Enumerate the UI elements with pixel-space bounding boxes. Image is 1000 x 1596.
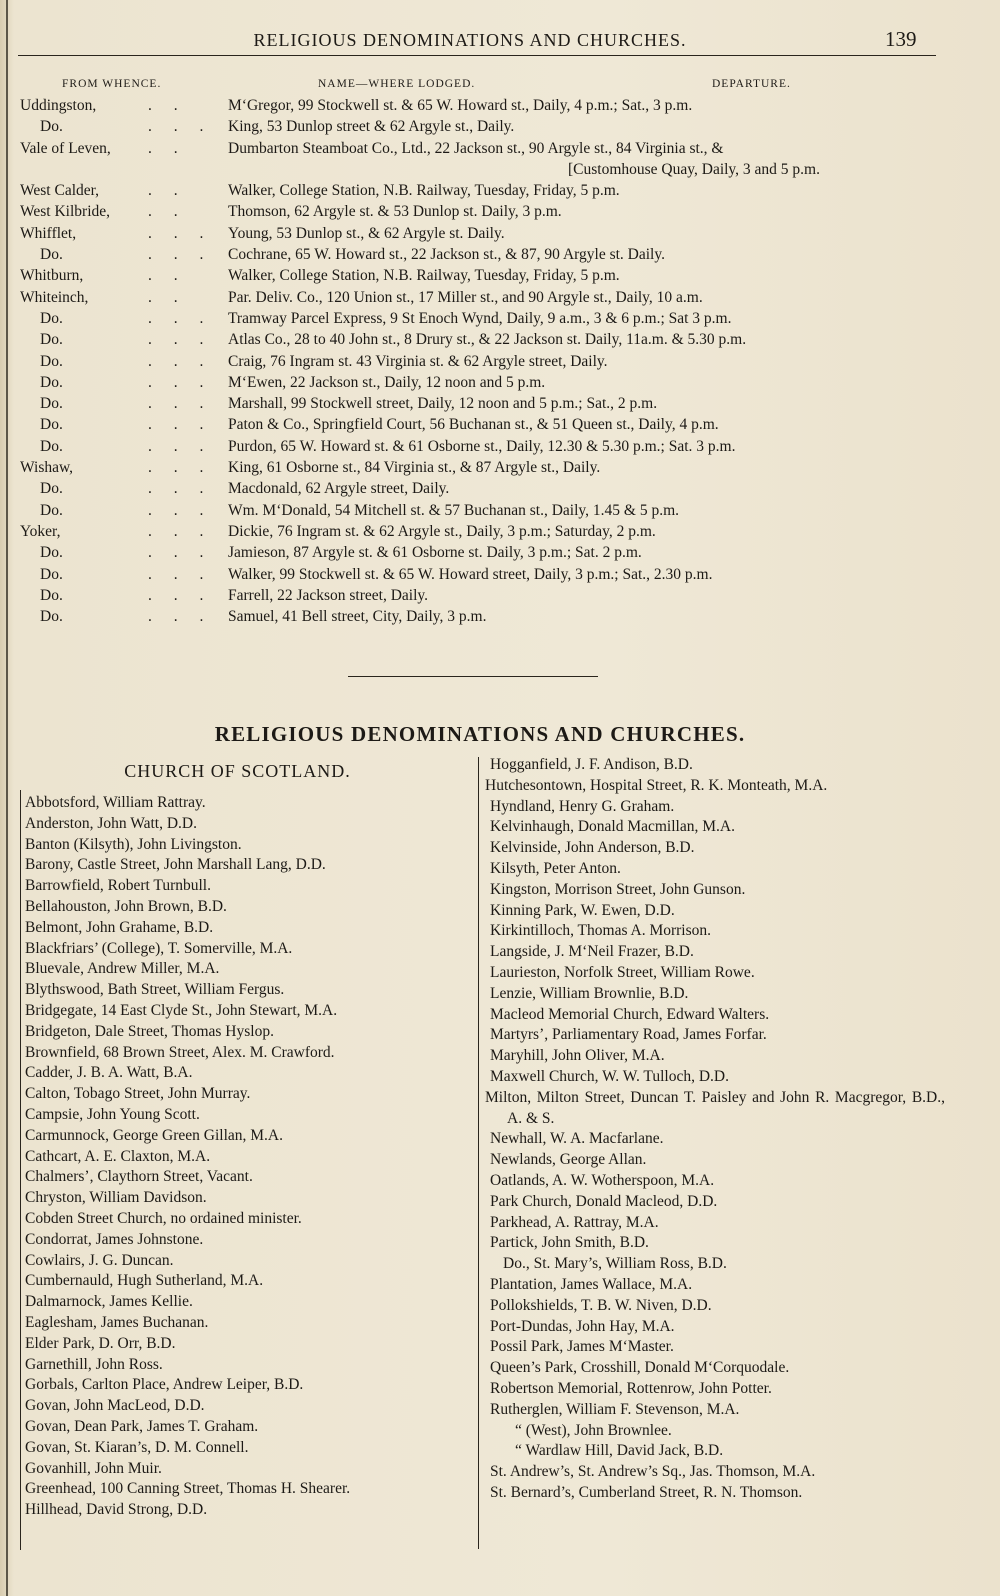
church-entry: Chalmers’, Claythorn Street, Vacant. [25,1168,253,1186]
church-entry: Barrowfield, Robert Turnbull. [25,877,211,895]
church-entry: Cobden Street Church, no ordained minister. [25,1209,302,1227]
church-entry: Hogganfield, J. F. Andison, B.D. [490,756,693,773]
row-details: Tramway Parcel Express, 9 St Enoch Wynd, Daily, 9 a.m., 3 & 6 p.m.; Sat 3 p.m. [228,309,732,327]
table-row [0,329,1000,350]
column-divider [478,757,479,1549]
table-row [0,159,1000,180]
church-entry: Blythswood, Bath Street, William Fergus. [25,981,285,999]
church-entry: Cumbernauld, Hugh Sutherland, M.A. [25,1272,264,1290]
table-row [0,521,1000,542]
church-entry: Milton, Milton Street, Duncan T. Paisley and John R. Macgregor, B.D., A. & S. [485,1088,945,1127]
church-entry: Possil Park, James M‘Master. [490,1338,674,1356]
table-row [0,478,1000,499]
church-entry: Barony, Castle Street, John Marshall Lang, D.D. [25,856,326,874]
row-leader-dots: . . [148,288,187,306]
table-row [0,180,1000,201]
church-entry: Govan, Dean Park, James T. Graham. [25,1417,259,1435]
row-details: Atlas Co., 28 to 40 John st., 8 Drury st., & 22 Jackson st. Daily, 11a.m. & 5.30 p.m. [228,331,747,349]
table-row [0,351,1000,372]
row-details: M‘Gregor, 99 Stockwell st. & 65 W. Howard st., Daily, 4 p.m.; Sat., 3 p.m. [228,97,693,114]
table-row [0,265,1000,286]
church-entry: Plantation, James Wallace, M.A. [490,1275,693,1293]
church-entry: Campsie, John Young Scott. [25,1105,200,1123]
row-details: Dumbarton Steamboat Co., Ltd., 22 Jackson st., 90 Argyle st., 84 Virginia st., & [228,139,724,157]
row-leader-dots: . . . [148,331,213,349]
row-details: Craig, 76 Ingram st. 43 Virginia st. & 62 Argyle street, Daily. [228,352,608,370]
row-leader-dots: . . . [148,246,213,264]
row-place: West Kilbride, [20,203,111,221]
church-entry: Kelvinside, John Anderson, B.D. [490,839,695,857]
church-entry: Gorbals, Carlton Place, Andrew Leiper, B.D. [25,1376,304,1394]
row-details: Thomson, 62 Argyle st. & 53 Dunlop st. Daily, 3 p.m. [228,203,562,221]
section-divider [348,676,598,677]
church-entry: Blackfriars’ (College), T. Somerville, M.A. [25,939,293,957]
row-place: Do. [40,373,63,391]
row-details: Walker, College Station, N.B. Railway, Tuesday, Friday, 5 p.m. [228,267,620,285]
row-place: Uddingston, [20,97,97,114]
row-place: Do. [40,501,63,519]
row-details: [Customhouse Quay, Daily, 3 and 5 p.m. [568,160,820,178]
row-place: Do. [40,565,63,583]
church-entry: Pollokshields, T. B. W. Niven, D.D. [490,1296,712,1314]
church-entry: Brownfield, 68 Brown Street, Alex. M. Crawford. [25,1043,335,1061]
row-place: Do. [40,586,63,604]
row-details: Par. Deliv. Co., 120 Union st., 17 Miller st., and 90 Argyle st., Daily, 10 a.m. [228,288,703,306]
table-row [0,585,1000,606]
table-row [0,436,1000,457]
row-leader-dots: . . . [148,608,213,626]
row-details: King, 61 Osborne st., 84 Virginia st., & 87 Argyle st., Daily. [228,459,601,477]
table-row [0,457,1000,478]
row-leader-dots: . . . [148,395,213,413]
church-entry: Laurieston, Norfolk Street, William Rowe. [490,963,755,981]
church-entry: Lenzie, William Brownlie, B.D. [490,984,689,1002]
church-entry: Garnethill, John Ross. [25,1355,163,1373]
row-details: Marshall, 99 Stockwell street, Daily, 12 noon and 5 p.m.; Sat., 2 p.m. [228,395,658,413]
church-entry: “ Wardlaw Hill, David Jack, B.D. [515,1442,724,1460]
table-row [0,542,1000,563]
left-church-list [20,793,470,1521]
row-place: Do. [40,480,63,498]
row-leader-dots: . . . [148,586,213,604]
table-row [0,138,1000,159]
table-row [0,116,1000,137]
church-entry: Calton, Tobago Street, John Murray. [25,1085,251,1103]
row-place: Do. [40,246,63,264]
church-entry: Martyrs’, Parliamentary Road, James Forfar. [490,1026,767,1044]
from-whence-header: FROM WHENCE. [62,78,162,90]
church-entry: Queen’s Park, Crosshill, Donald M‘Corquodale. [490,1359,790,1377]
table-row [0,564,1000,585]
church-entry: Newhall, W. A. Macfarlane. [490,1130,664,1148]
row-leader-dots: . . . [148,416,213,434]
table-row [0,223,1000,244]
table-row [0,414,1000,435]
church-entry: Hutchesontown, Hospital Street, R. K. Monteath, M.A. [485,776,828,794]
church-entry: Rutherglen, William F. Stevenson, M.A. [490,1400,740,1418]
row-place: Do. [40,416,63,434]
church-entry: Do., St. Mary’s, William Ross, B.D. [503,1255,727,1273]
church-entry: Elder Park, D. Orr, B.D. [25,1334,176,1352]
church-entry: Kilsyth, Peter Anton. [490,859,621,877]
row-details: Paton & Co., Springfield Court, 56 Buchanan st., & 51 Queen st., Daily, 4 p.m. [228,416,719,434]
row-leader-dots: . . . [148,437,213,455]
row-place: Yoker, [20,522,61,540]
church-entry: Bluevale, Andrew Miller, M.A. [25,960,220,978]
row-leader-dots: . . [148,97,187,114]
row-details: Wm. M‘Donald, 54 Mitchell st. & 57 Buchanan st., Daily, 1.45 & 5 p.m. [228,501,680,519]
church-entry: “ (West), John Brownlee. [515,1421,672,1439]
departure-header: DEPARTURE. [712,78,791,90]
right-church-list [485,755,945,1504]
church-entry: St. Andrew’s, St. Andrew’s Sq., Jas. Thomson, M.A. [490,1463,816,1481]
table-row [0,287,1000,308]
church-entry: Oatlands, A. W. Wotherspoon, M.A. [490,1171,715,1189]
row-place: Do. [40,118,63,136]
row-leader-dots: . . . [148,565,213,583]
church-entry: Govanhill, John Muir. [25,1459,162,1477]
church-of-scotland-heading: CHURCH OF SCOTLAND. [124,761,351,781]
church-entry: Dalmarnock, James Kellie. [25,1293,193,1311]
church-entry: Banton (Kilsyth), John Livingston. [25,835,242,853]
church-entry: Bridgegate, 14 East Clyde St., John Stewart, M.A. [25,1001,338,1019]
row-leader-dots: . . . [148,501,213,519]
church-entry: Kinning Park, W. Ewen, D.D. [490,901,675,919]
row-leader-dots: . . . [148,459,213,477]
church-entry: Newlands, George Allan. [490,1151,647,1169]
row-leader-dots: . . . [148,544,213,562]
church-entry: Kingston, Morrison Street, John Gunson. [490,880,746,898]
row-details: Farrell, 22 Jackson street, Daily. [228,586,429,604]
left-column [20,755,470,1521]
row-details: Purdon, 65 W. Howard st. & 61 Osborne st., Daily, 12.30 & 5.30 p.m.; Sat. 3 p.m. [228,437,736,455]
carrier-table [0,95,1000,627]
row-place: Do. [40,544,63,562]
row-details: Cochrane, 65 W. Howard st., 22 Jackson st., & 87, 90 Argyle st. Daily. [228,246,665,264]
row-leader-dots: . . . [148,522,213,540]
row-leader-dots: . . . [148,309,213,327]
table-row [0,393,1000,414]
table-row [0,308,1000,329]
table-row [0,606,1000,627]
section-title: RELIGIOUS DENOMINATIONS AND CHURCHES. [214,722,746,746]
row-place: West Calder, [20,182,100,200]
row-leader-dots: . . [148,139,187,157]
church-entry: Kelvinhaugh, Donald Macmillan, M.A. [490,818,735,836]
church-entry: Maryhill, John Oliver, M.A. [490,1047,665,1065]
church-entry: Langside, J. M‘Neil Frazer, B.D. [490,943,694,961]
row-details: Walker, College Station, N.B. Railway, Tuesday, Friday, 5 p.m. [228,182,620,200]
running-title: RELIGIOUS DENOMINATIONS AND CHURCHES. [253,30,687,50]
church-entry: Bellahouston, John Brown, B.D. [25,897,227,915]
church-entry: Cathcart, A. E. Claxton, M.A. [25,1147,211,1165]
table-row [0,372,1000,393]
church-entry: Abbotsford, William Rattray. [25,794,206,811]
church-entry: Macleod Memorial Church, Edward Walters. [490,1005,770,1023]
row-details: Samuel, 41 Bell street, City, Daily, 3 p.m. [228,608,487,626]
church-entry: Robertson Memorial, Rottenrow, John Potter. [490,1379,772,1397]
row-leader-dots: . . [148,267,187,285]
row-leader-dots: . . [148,182,187,200]
table-row [0,201,1000,222]
row-place: Do. [40,352,63,370]
table-row [0,244,1000,265]
row-leader-dots: . . [148,203,187,221]
church-entry: Maxwell Church, W. W. Tulloch, D.D. [490,1067,729,1085]
row-leader-dots: . . . [148,373,213,391]
header-rule [18,55,936,56]
church-entry: Hyndland, Henry G. Graham. [490,797,675,815]
church-entry: St. Bernard’s, Cumberland Street, R. N. Thomson. [490,1483,803,1501]
row-details: Dickie, 76 Ingram st. & 62 Argyle st., Daily, 3 p.m.; Saturday, 2 p.m. [228,522,656,540]
church-entry: Bridgeton, Dale Street, Thomas Hyslop. [25,1022,274,1040]
church-entry: Parkhead, A. Rattray, M.A. [490,1213,659,1231]
church-entry: Port-Dundas, John Hay, M.A. [490,1317,675,1335]
row-place: Vale of Leven, [20,139,111,157]
row-place: Do. [40,395,63,413]
church-entry: Anderston, John Watt, D.D. [25,814,197,832]
church-entry: Cowlairs, J. G. Duncan. [25,1251,174,1269]
row-place: Whitburn, [20,267,84,285]
row-leader-dots: . . . [148,480,213,498]
church-entry: Carmunnock, George Green Gillan, M.A. [25,1126,283,1144]
row-leader-dots: . . . [148,118,213,136]
church-entry: Eaglesham, James Buchanan. [25,1313,209,1331]
table-row [0,95,1000,116]
row-details: M‘Ewen, 22 Jackson st., Daily, 12 noon and 5 p.m. [228,373,546,391]
right-column [485,755,945,1504]
table-row [0,500,1000,521]
church-entry: Belmont, John Grahame, B.D. [25,918,214,936]
church-entry: Chryston, William Davidson. [25,1189,207,1207]
row-leader-dots: . . . [148,352,213,370]
church-entry: Kirkintilloch, Thomas A. Morrison. [490,922,712,940]
row-place: Do. [40,608,63,626]
name-header: NAME—WHERE LODGED. [318,78,476,90]
church-entry: Park Church, Donald Macleod, D.D. [490,1192,718,1210]
church-entry: Govan, St. Kiaran’s, D. M. Connell. [25,1438,249,1456]
page-number: 139 [885,27,917,51]
row-details: Walker, 99 Stockwell st. & 65 W. Howard street, Daily, 3 p.m.; Sat., 2.30 p.m. [228,565,713,583]
church-entry: Cadder, J. B. A. Watt, B.A. [25,1064,193,1082]
row-details: Jamieson, 87 Argyle st. & 61 Osborne st. Daily, 3 p.m.; Sat. 2 p.m. [228,544,642,562]
row-place: Wishaw, [20,459,74,477]
row-place: Do. [40,309,63,327]
church-entry: Greenhead, 100 Canning Street, Thomas H. Shearer. [25,1480,351,1498]
row-details: King, 53 Dunlop street & 62 Argyle st., Daily. [228,118,515,136]
row-details: Young, 53 Dunlop st., & 62 Argyle st. Daily. [228,224,505,242]
church-entry: Hillhead, David Strong, D.D. [25,1501,208,1519]
church-entry: Condorrat, James Johnstone. [25,1230,204,1248]
row-leader-dots: . . . [148,224,213,242]
row-place: Do. [40,331,63,349]
row-details: Macdonald, 62 Argyle street, Daily. [228,480,450,498]
row-place: Whiteinch, [20,288,89,306]
church-entry: Partick, John Smith, B.D. [490,1234,649,1252]
row-place: Whifflet, [20,224,77,242]
church-entry: Govan, John MacLeod, D.D. [25,1397,205,1415]
row-place: Do. [40,437,63,455]
